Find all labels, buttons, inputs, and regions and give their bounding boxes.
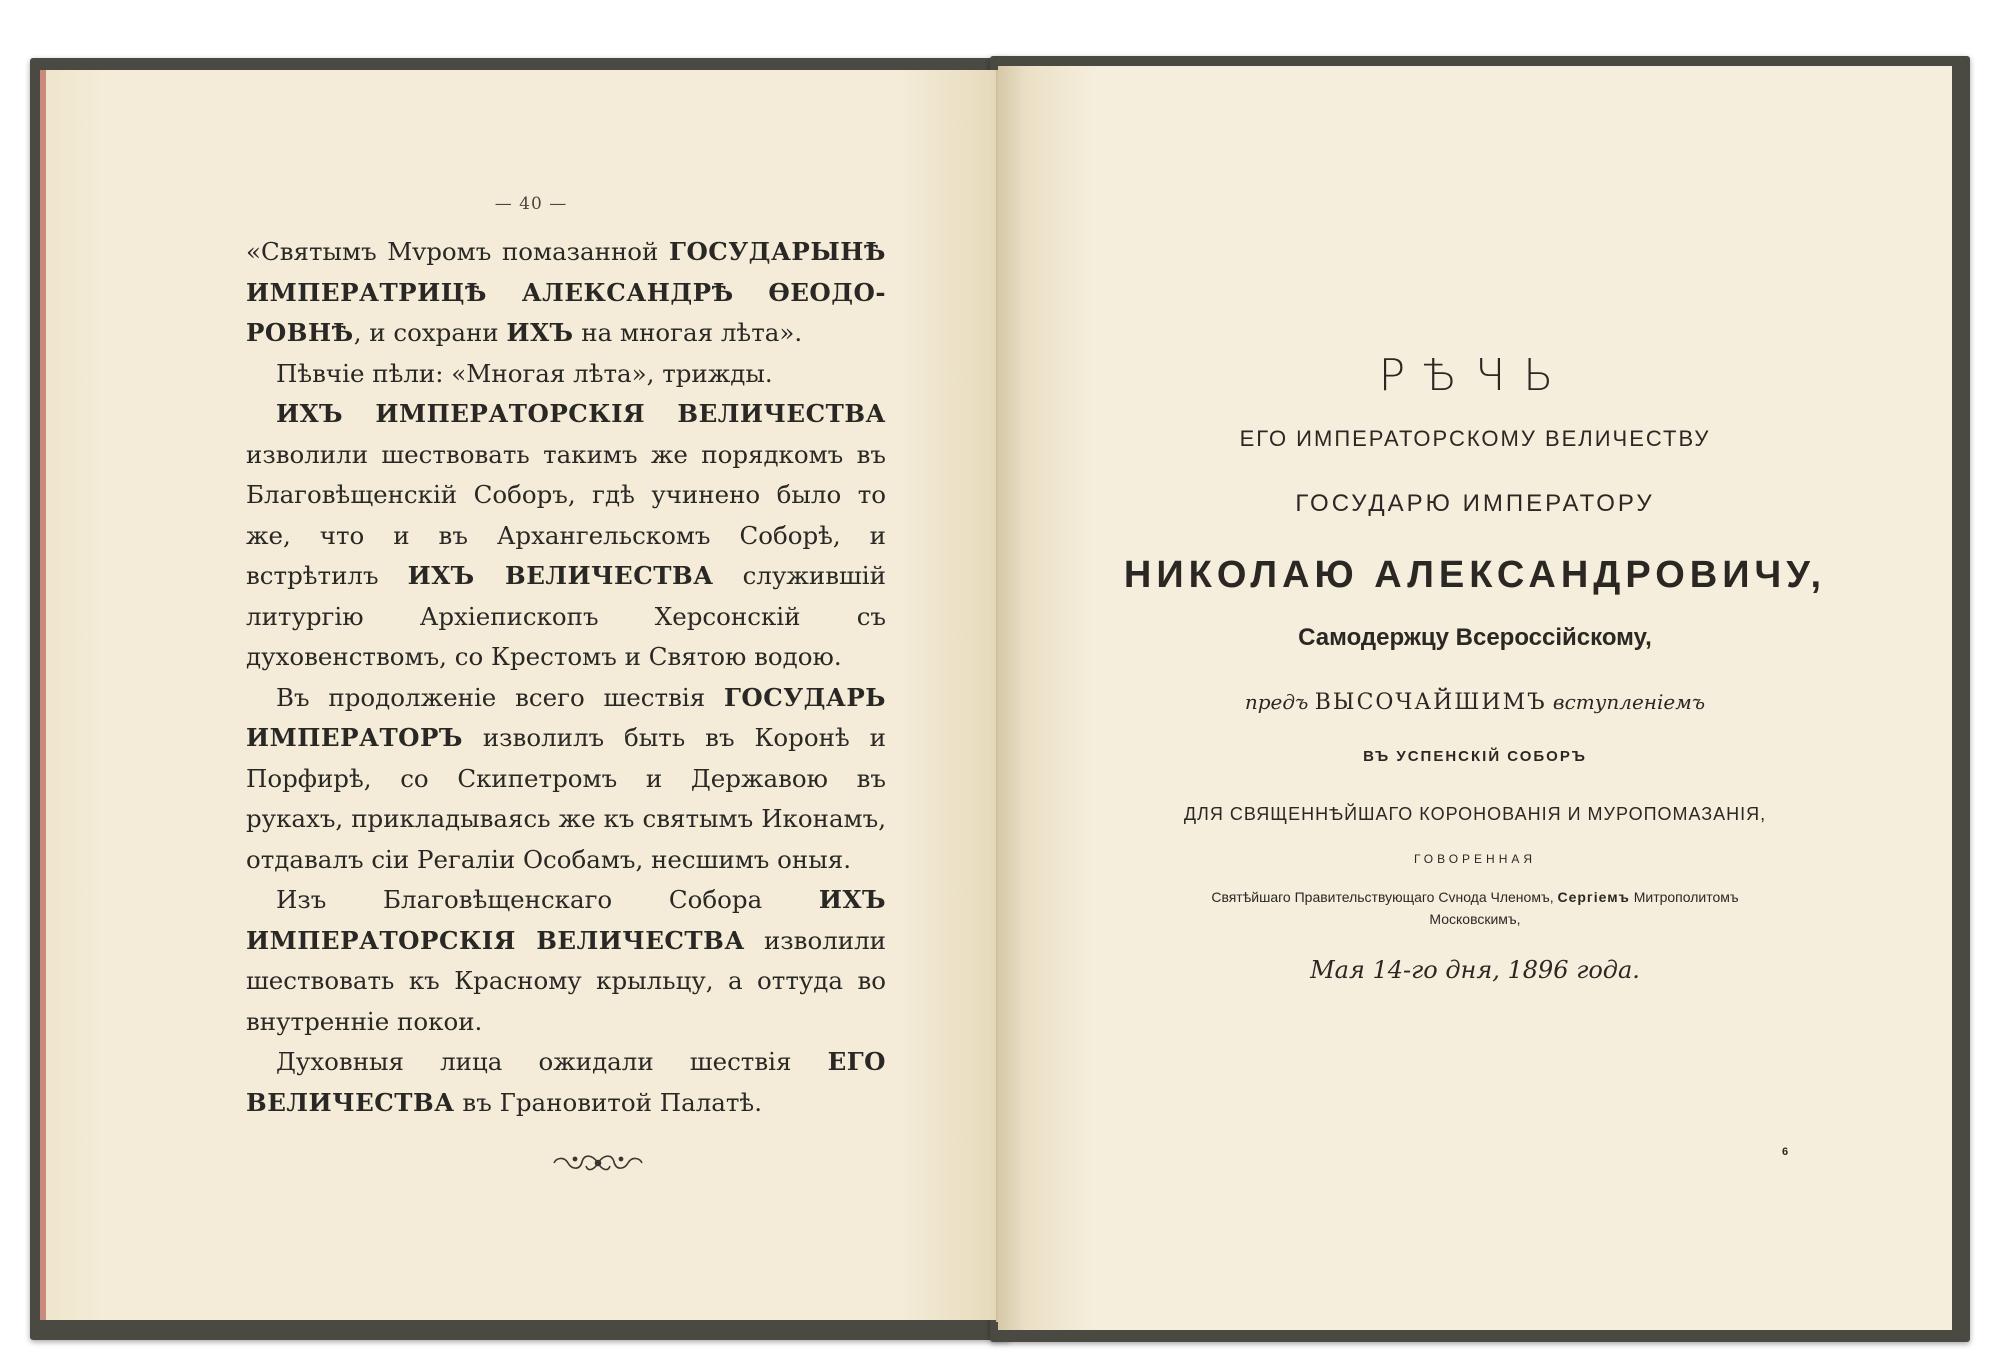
text-run: Въ продолженiе всего шествiя bbox=[276, 682, 724, 712]
speech-title: РѢЧЬ bbox=[1378, 350, 1572, 401]
page-number: — 40 — bbox=[494, 194, 568, 214]
paragraph-4 bbox=[246, 678, 886, 881]
emphasis-run: ИХЪ ВЕЛИЧЕСТВА bbox=[407, 561, 714, 590]
coronation-line: ДЛЯ СВЯЩЕННѢЙШАГО КОРОНОВАНIЯ И МУРОПОМАЗАНIЯ, bbox=[1183, 804, 1767, 824]
text-run: Московскимъ, bbox=[1429, 911, 1521, 927]
cathedral-line: ВЪ УСПЕНСКIЙ СОБОРЪ bbox=[1363, 748, 1587, 765]
paragraph-3 bbox=[246, 394, 886, 678]
speaker-line bbox=[998, 886, 1952, 930]
left-page bbox=[40, 70, 1016, 1320]
dedication-line-1: ЕГО ИМПЕРАТОРСКОМУ ВЕЛИЧЕСТВУ bbox=[1239, 426, 1711, 451]
text-run: Пѣвчiе пѣли: «Многая лѣта», трижды. bbox=[276, 358, 773, 388]
emphasis-run: ИМПЕРАТРИЦѢ АЛЕКСАНДРѢ ѲЕОДО- bbox=[246, 277, 886, 307]
autocrat-line: Самодержцу Всероссiйскому, bbox=[1298, 624, 1652, 651]
occasion-line bbox=[998, 690, 1952, 715]
emphasis-run: ВЫСОЧАЙШИМЪ bbox=[1314, 690, 1547, 715]
text-run: Митрополитомъ bbox=[1629, 889, 1739, 905]
right-page bbox=[998, 66, 1952, 1330]
text-run: служившiй литургiю Архiепископъ Херсонскiй съ духовенствомъ, со Крестомъ и Святою водою. bbox=[246, 561, 886, 671]
text-run: Духовныя лица ожидали шествiя bbox=[276, 1047, 828, 1076]
floral-ornament-icon bbox=[548, 1150, 648, 1176]
text-run: , и сохрани bbox=[353, 318, 507, 347]
paragraph-2 bbox=[246, 354, 886, 395]
emphasis-run: РОВНѢ bbox=[246, 318, 354, 347]
emperor-name: НИКОЛАЮ АЛЕКСАНДРОВИЧУ, bbox=[1123, 554, 1827, 596]
text-run: на многая лѣта». bbox=[573, 318, 803, 347]
paragraph-5 bbox=[246, 880, 886, 1042]
dedication-line-2: ГОСУДАРЮ ИМПЕРАТОРУ bbox=[1295, 490, 1655, 517]
left-page-body bbox=[246, 232, 886, 1123]
text-run: въ Грановитой Палатѣ. bbox=[454, 1087, 762, 1117]
text-run: предъ bbox=[1244, 690, 1315, 714]
emphasis-run: ГОСУДАРЫНѢ bbox=[669, 237, 886, 266]
paragraph-6 bbox=[246, 1042, 886, 1123]
text-run: изволили шествовать такимъ же порядкомъ въ Благовѣщенскiй Соборъ, гдѣ учинено было то же, что и въ Архангельскомъ Соборѣ, и встрѣтилъ bbox=[246, 439, 886, 590]
text-run: Святѣйшаго Правительствующаго Сvнода Членомъ, bbox=[1211, 889, 1558, 905]
paragraph-1 bbox=[246, 232, 886, 354]
emphasis-run: ЕГО ВЕЛИЧЕСТВА bbox=[246, 1047, 886, 1117]
emphasis-run: ИХЪ ИМПЕРАТОРСКIЯ ВЕЛИЧЕСТВА bbox=[276, 399, 886, 428]
signature-mark: 6 bbox=[1782, 1146, 1789, 1158]
text-run: изволилъ быть въ Коронѣ и Порфирѣ, со Скипетромъ и Державою въ рукахъ, прикладываясь же къ святымъ Иконамъ, отдавалъ сiи Регалiи Особамъ, несшимъ оныя. bbox=[246, 723, 886, 874]
text-run: «Святымъ Мvромъ помазанной bbox=[246, 237, 670, 266]
text-run: Изъ Благовѣщенскаго Собора bbox=[276, 885, 819, 914]
emphasis-run: Сергiемъ bbox=[1557, 889, 1630, 905]
text-run: изволили шествовать къ Красному крыльцу, а оттуда во внутреннiе покои. bbox=[246, 925, 886, 1036]
emphasis-run: ГОСУДАРЬ ИМПЕРАТОРЪ bbox=[246, 682, 886, 752]
emphasis-run: ИХЪ ИМПЕРАТОРСКIЯ ВЕЛИЧЕСТВА bbox=[246, 885, 886, 955]
emphasis-run: ИХЪ bbox=[506, 318, 574, 347]
text-run: вступленiемъ bbox=[1546, 690, 1706, 714]
date-line: Мая 14-го дня, 1896 года. bbox=[1310, 956, 1640, 984]
open-book bbox=[30, 56, 1970, 1342]
spoken-line: ГОВОРЕННАЯ bbox=[1413, 852, 1537, 866]
